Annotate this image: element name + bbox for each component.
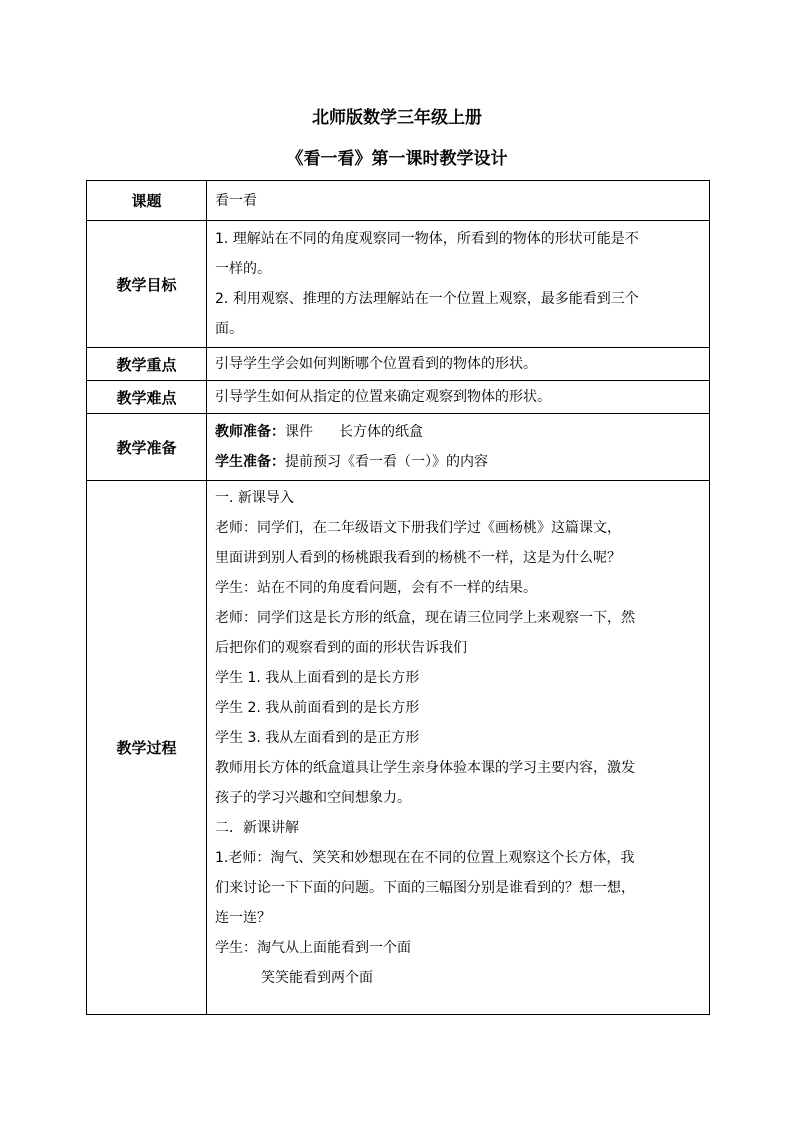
key-point-content (207, 348, 710, 381)
teacher-item: 课件 (285, 424, 313, 440)
topic-value (207, 181, 710, 221)
row-key-point (87, 348, 710, 381)
preparation-label: 教学准备 (87, 414, 207, 481)
topic-text: 看一看 (215, 192, 257, 209)
objectives-content (207, 221, 710, 348)
process-line: 学生：淘气从上面能看到一个面 (215, 940, 411, 956)
row-difficulty (87, 381, 710, 414)
process-line: 笑笑能看到两个面 (261, 970, 373, 986)
teacher-item: 长方体的纸盒 (339, 424, 423, 440)
student-preparation (215, 447, 703, 477)
difficulty-text: 引导学生如何从指定的位置来确定观察到物体的形状。 (215, 389, 551, 405)
row-objectives (87, 221, 710, 348)
process-line: 后把你们的观察看到的面的形状告诉我们 (215, 640, 467, 656)
objective-line: 1. 理解站在不同的角度观察同一物体，所看到的物体的形状可能是不 (215, 231, 639, 247)
process-line: 孩子的学习兴趣和空间想象力。 (215, 790, 411, 806)
document-subtitle: 《看一看》第一课时教学设计 (286, 149, 508, 169)
process-line: 教师用长方体的纸盒道具让学生亲身体验本课的学习主要内容，激发 (215, 760, 635, 776)
objective-line: 一样的。 (215, 261, 271, 277)
process-line: 老师：同学们，在二年级语文下册我们学过《画杨桃》这篇课文， (215, 520, 621, 536)
process-line: 一. 新课导入 (215, 490, 294, 506)
topic-label: 课题 (87, 181, 207, 221)
objectives-label: 教学目标 (87, 221, 207, 348)
process-line: 连一连？ (215, 910, 271, 926)
process-content (207, 481, 710, 1015)
process-line: 们来讨论一下下面的问题。下面的三幅图分别是谁看到的？想一想， (215, 880, 635, 896)
key-point-label: 教学重点 (87, 348, 207, 381)
process-line: 学生：站在不同的角度看问题，会有不一样的结果。 (215, 580, 537, 596)
row-process (87, 481, 710, 1015)
objective-line: 2. 利用观察、推理的方法理解站在一个位置上观察，最多能看到三个 (215, 291, 639, 307)
student-preparation-text: 提前预习《看一看（一）》的内容 (285, 454, 488, 470)
process-line: 里面讲到别人看到的杨桃跟我看到的杨桃不一样，这是为什么呢？ (215, 550, 621, 566)
process-line: 学生 3. 我从左面看到的是正方形 (215, 730, 420, 746)
row-topic (87, 181, 710, 221)
document-title: 北师版数学三年级上册 (312, 108, 482, 128)
student-preparation-label: 学生准备： (215, 454, 285, 470)
key-point-text: 引导学生学会如何判断哪个位置看到的物体的形状。 (215, 356, 537, 372)
teacher-preparation (215, 417, 703, 447)
process-line: 学生 1. 我从上面看到的是长方形 (215, 670, 420, 686)
process-line: 学生 2. 我从前面看到的是长方形 (215, 700, 420, 716)
preparation-content (207, 414, 710, 481)
teacher-preparation-label: 教师准备： (215, 424, 285, 440)
process-label: 教学过程 (87, 481, 207, 1015)
objective-line: 面。 (215, 321, 243, 337)
process-line: 1.老师：淘气、笑笑和妙想现在在不同的位置上观察这个长方体，我 (215, 850, 635, 866)
process-line: 二．新课讲解 (215, 820, 299, 836)
process-line: 老师：同学们这是长方形的纸盒，现在请三位同学上来观察一下，然 (215, 610, 635, 626)
row-preparation (87, 414, 710, 481)
difficulty-label: 教学难点 (87, 381, 207, 414)
lesson-plan-table (86, 180, 710, 1015)
difficulty-content (207, 381, 710, 414)
